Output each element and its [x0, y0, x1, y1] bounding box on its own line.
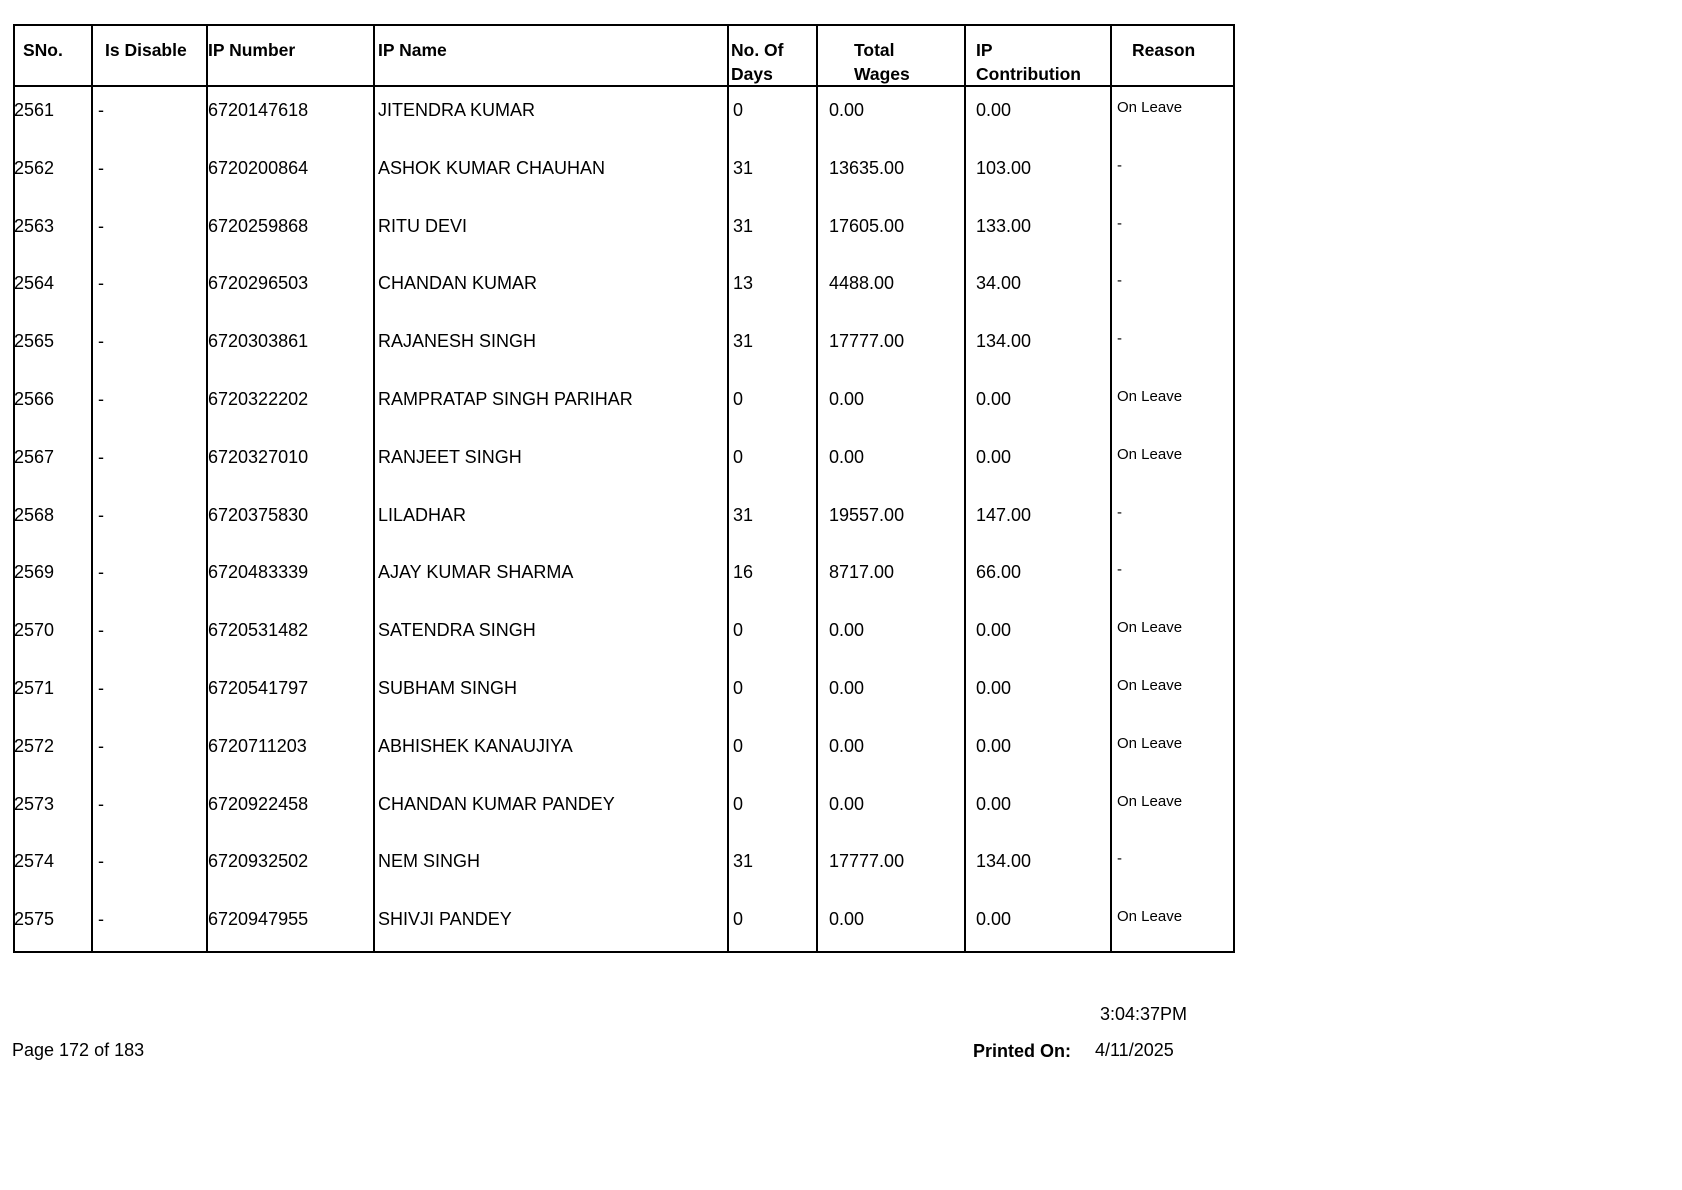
cell-total-wages: 0.00	[829, 793, 865, 814]
cell-reason: -	[1117, 850, 1122, 868]
cell-ip-contribution: 103.00	[976, 157, 1032, 178]
cell-days: 0	[733, 100, 744, 120]
cell-ip-contribution: 134.00	[976, 331, 1032, 352]
cell-sno: 2569	[14, 562, 55, 583]
cell-is-disable: -	[98, 909, 104, 930]
cell-is-disable: -	[98, 562, 104, 583]
column-divider	[373, 26, 375, 951]
cell-ip-number: 6720531482	[208, 620, 309, 641]
cell-is-disable: -	[98, 504, 104, 525]
cell-sno: 2561	[14, 100, 55, 120]
cell-sno: 2562	[14, 157, 55, 178]
cell-total-wages: 0.00	[829, 620, 865, 641]
cell-total-wages: 19557.00	[829, 504, 905, 525]
cell-is-disable: -	[98, 215, 104, 236]
cell-total-wages: 0.00	[829, 100, 865, 120]
cell-ip-name: AJAY KUMAR SHARMA	[378, 562, 574, 583]
cell-reason: On Leave	[1117, 388, 1183, 405]
cell-ip-contribution: 133.00	[976, 215, 1032, 236]
cell-sno: 2564	[14, 273, 55, 294]
cell-total-wages: 0.00	[829, 446, 865, 467]
header-contribution-line1: IP	[976, 40, 993, 60]
cell-ip-name: JITENDRA KUMAR	[378, 100, 536, 120]
cell-days: 0	[733, 793, 744, 814]
header-wages-line1: Total	[854, 40, 895, 60]
cell-days: 0	[733, 735, 744, 756]
header-ip-name: IP Name	[378, 40, 447, 60]
cell-days: 13	[733, 273, 754, 294]
cell-days: 16	[733, 562, 754, 583]
cell-is-disable: -	[98, 851, 104, 872]
cell-ip-number: 6720296503	[208, 273, 309, 294]
cell-ip-contribution: 34.00	[976, 273, 1022, 294]
header-contribution-line2: Contribution	[976, 64, 1081, 84]
cell-days: 31	[733, 157, 754, 178]
cell-ip-number: 6720303861	[208, 331, 309, 352]
cell-total-wages: 0.00	[829, 909, 865, 930]
cell-ip-name: RAJANESH SINGH	[378, 331, 537, 352]
cell-sno: 2575	[14, 909, 55, 930]
header-days-line2: Days	[731, 64, 773, 84]
cell-ip-name: NEM SINGH	[378, 851, 481, 872]
header-days-line1: No. Of	[731, 40, 784, 60]
cell-is-disable: -	[98, 793, 104, 814]
cell-days: 0	[733, 389, 744, 409]
cell-sno: 2574	[14, 851, 55, 872]
cell-ip-name: RITU DEVI	[378, 215, 468, 236]
cell-is-disable: -	[98, 157, 104, 178]
header-sno: SNo.	[23, 40, 63, 60]
cell-sno: 2573	[14, 793, 55, 814]
cell-reason: -	[1117, 156, 1122, 174]
column-divider	[91, 26, 93, 951]
cell-ip-number: 6720200864	[208, 157, 309, 178]
cell-reason: On Leave	[1117, 734, 1183, 752]
cell-days: 31	[733, 215, 754, 236]
cell-ip-number: 6720322202	[208, 389, 309, 409]
column-divider	[964, 26, 966, 951]
cell-days: 0	[733, 446, 744, 467]
cell-ip-contribution: 0.00	[976, 446, 1012, 467]
cell-ip-number: 6720327010	[208, 446, 309, 467]
cell-days: 0	[733, 678, 744, 698]
cell-total-wages: 17777.00	[829, 851, 905, 872]
cell-sno: 2565	[14, 331, 55, 352]
column-divider	[1110, 26, 1112, 951]
cell-ip-name: ABHISHEK KANAUJIYA	[378, 735, 573, 756]
cell-ip-name: RANJEET SINGH	[378, 446, 522, 467]
cell-reason: -	[1117, 330, 1122, 348]
cell-ip-name: SHIVJI PANDEY	[378, 909, 512, 930]
cell-is-disable: -	[98, 100, 104, 120]
cell-sno: 2567	[14, 446, 55, 467]
cell-reason: -	[1117, 503, 1122, 521]
cell-days: 31	[733, 331, 754, 352]
column-divider	[816, 26, 818, 951]
cell-total-wages: 8717.00	[829, 562, 895, 583]
cell-ip-number: 6720147618	[208, 100, 309, 120]
cell-days: 31	[733, 851, 754, 872]
cell-ip-contribution: 0.00	[976, 389, 1012, 409]
cell-sno: 2563	[14, 215, 55, 236]
cell-is-disable: -	[98, 389, 104, 409]
cell-days: 0	[733, 909, 744, 930]
cell-ip-contribution: 0.00	[976, 793, 1012, 814]
cell-days: 31	[733, 504, 754, 525]
cell-ip-name: CHANDAN KUMAR	[378, 273, 538, 294]
cell-reason: On Leave	[1117, 908, 1183, 926]
cell-is-disable: -	[98, 678, 104, 698]
cell-reason: -	[1117, 561, 1122, 579]
header-ip-number: IP Number	[208, 40, 296, 60]
cell-is-disable: -	[98, 331, 104, 352]
cell-total-wages: 13635.00	[829, 157, 905, 178]
cell-sno: 2572	[14, 735, 55, 756]
cell-reason: -	[1117, 214, 1122, 232]
print-time: 3:04:37PM	[1100, 1004, 1188, 1024]
cell-ip-number: 6720947955	[208, 909, 309, 930]
cell-ip-number: 6720375830	[208, 504, 309, 525]
cell-ip-name: CHANDAN KUMAR PANDEY	[378, 793, 615, 814]
cell-ip-name: RAMPRATAP SINGH PARIHAR	[378, 389, 633, 409]
cell-ip-contribution: 0.00	[976, 100, 1012, 120]
cell-reason: -	[1117, 272, 1122, 290]
cell-is-disable: -	[98, 446, 104, 467]
cell-ip-contribution: 0.00	[976, 620, 1012, 641]
header-wages-line2: Wages	[854, 64, 910, 84]
cell-ip-contribution: 147.00	[976, 504, 1032, 525]
cell-ip-number: 6720711203	[208, 735, 307, 756]
cell-ip-contribution: 66.00	[976, 562, 1022, 583]
page-indicator: Page 172 of 183	[12, 1040, 145, 1060]
table-grid	[15, 26, 1233, 951]
cell-ip-number: 6720483339	[208, 562, 309, 583]
cell-sno: 2566	[14, 389, 55, 409]
cell-total-wages: 4488.00	[829, 273, 895, 294]
cell-total-wages: 17777.00	[829, 331, 905, 352]
cell-ip-name: SUBHAM SINGH	[378, 678, 518, 698]
cell-total-wages: 17605.00	[829, 215, 905, 236]
contribution-table	[13, 24, 1235, 953]
cell-sno: 2571	[14, 678, 55, 698]
cell-is-disable: -	[98, 735, 104, 756]
cell-total-wages: 0.00	[829, 389, 865, 409]
cell-ip-number: 6720932502	[208, 851, 309, 872]
cell-ip-number: 6720922458	[208, 793, 309, 814]
cell-reason: On Leave	[1117, 677, 1183, 694]
print-date: 4/11/2025	[1095, 1040, 1174, 1060]
cell-ip-contribution: 134.00	[976, 851, 1032, 872]
cell-sno: 2570	[14, 620, 55, 641]
cell-ip-name: LILADHAR	[378, 504, 467, 525]
cell-ip-contribution: 0.00	[976, 678, 1012, 698]
header-reason: Reason	[1132, 40, 1196, 60]
cell-reason: On Leave	[1117, 619, 1183, 637]
cell-reason: On Leave	[1117, 792, 1183, 810]
cell-ip-name: ASHOK KUMAR CHAUHAN	[378, 157, 606, 178]
cell-reason: On Leave	[1117, 99, 1183, 116]
header-is-disable: Is Disable	[105, 40, 187, 60]
cell-ip-number: 6720259868	[208, 215, 309, 236]
cell-total-wages: 0.00	[829, 678, 865, 698]
cell-days: 0	[733, 620, 744, 641]
cell-reason: On Leave	[1117, 445, 1183, 463]
column-divider	[727, 26, 729, 951]
cell-sno: 2568	[14, 504, 55, 525]
cell-ip-contribution: 0.00	[976, 909, 1012, 930]
cell-is-disable: -	[98, 620, 104, 641]
cell-ip-number: 6720541797	[208, 678, 309, 698]
cell-is-disable: -	[98, 273, 104, 294]
printed-on-label: Printed On:	[973, 1041, 1071, 1061]
cell-total-wages: 0.00	[829, 735, 865, 756]
cell-ip-name: SATENDRA SINGH	[378, 620, 536, 641]
cell-ip-contribution: 0.00	[976, 735, 1012, 756]
